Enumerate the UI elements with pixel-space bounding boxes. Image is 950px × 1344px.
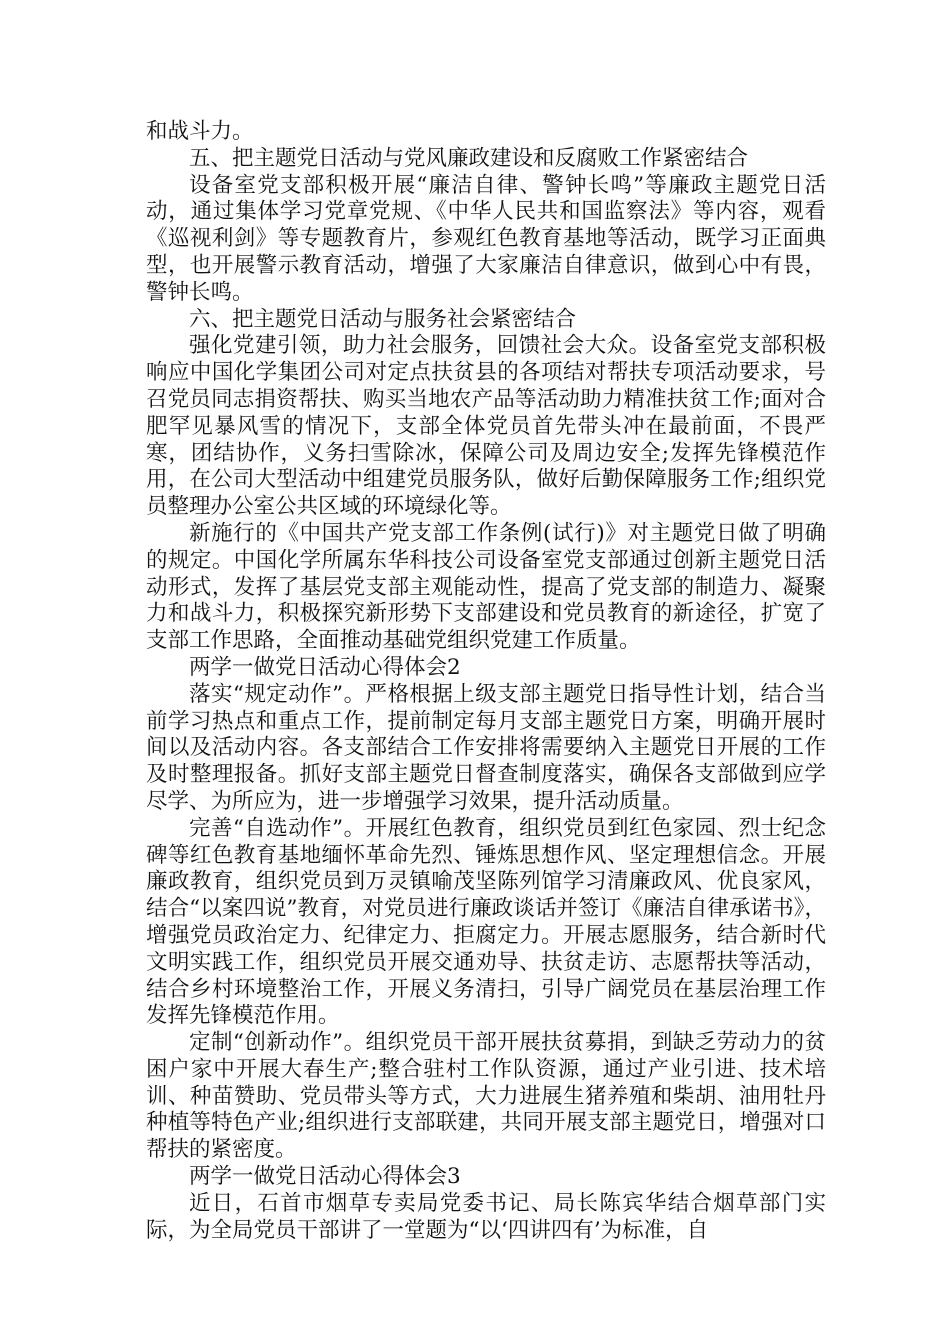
paragraph: 完善“自选动作”。开展红色教育，组织党员到红色家园、烈士纪念碑等红色教育基地缅怀革命先烈、锤炼思想作风、坚定理想信念。开展廉政教育，组织党员到万灵镇喻茂坚陈列馆学习清廉政风、优良家风，结合“以案四说”教育，对党员进行廉政谈话并签订《廉洁自律承诺书》，增强党员政治定力、纪律定力、拒腐定力。开展志愿服务，结合新时代文明实践工作，组织党员开展交通劝导、扶贫走访、志愿帮扶等活动，结合乡村环境整治工作，开展义务清扫，引导广阔党员在基层治理工作发挥先锋模范作用。 — [146, 815, 826, 1029]
paragraph: 落实“规定动作”。严格根据上级支部主题党日指导性计划，结合当前学习热点和重点工作，提前制定每月支部主题党日方案，明确开展时间以及活动内容。各支部结合工作安排将需要纳入主题党日开展的工作及时整理报备。抓好支部主题党日督查制度落实，确保各支部做到应学尽学、为所应为，进一步增强学习效果，提升活动质量。 — [146, 681, 826, 814]
paragraph-continuation: 和战斗力。 — [146, 119, 254, 144]
paragraph: 设备室党支部积极开展“廉洁自律、警钟长鸣”等廉政主题党日活动，通过集体学习党章党规、《中华人民共和国监察法》等内容，观看《巡视利剑》等专题教育片，参观红色教育基地等活动，既学习正面典型，也开展警示教育活动，增强了大家廉洁自律意识，做到心中有畏，警钟长鸣。 — [146, 172, 826, 305]
document-page — [146, 119, 826, 1244]
paragraph: 新施行的《中国共产党支部工作条例(试行)》对主题党日做了明确的规定。中国化学所属东华科技公司设备室党支部通过创新主题党日活动形式，发挥了基层党支部主观能动性，提高了党支部的制造力、凝聚力和战斗力，积极探究新形势下支部建设和党员教育的新途径，扩宽了支部工作思路，全面推动基础党组织党建工作质量。 — [146, 520, 826, 654]
paragraph: 强化党建引领，助力社会服务，回馈社会大众。设备室党支部积极响应中国化学集团公司对定点扶贫县的各项结对帮扶专项活动要求，号召党员同志捐资帮扶、购买当地农产品等活动助力精准扶贫工作;面对合肥罕见暴风雪的情况下，支部全体党员首先带头冲在最前面，不畏严寒，团结协作，义务扫雪除冰，保障公司及周边安全;发挥先锋模范作用，在公司大型活动中组建党员服务队，做好后勤保障服务工作;组织党员整理办公室公共区域的环境绿化等。 — [146, 333, 826, 520]
paragraph: 定制“创新动作”。组织党员干部开展扶贫募捐，到缺乏劳动力的贫困户家中开展大春生产;整合驻村工作队资源，通过产业引进、技术培训、种苗赞助、党员带头等方式，大力进展生猪养殖和柴胡、油用牡丹种植等特色产业;组织进行支部联建，共同开展支部主题党日，增强对口帮扶的紧密度。 — [146, 1030, 826, 1163]
article-heading-2: 两学一做党日活动心得体会2 — [189, 654, 461, 680]
section-heading-6: 六、把主题党日活动与服务社会紧密结合 — [189, 306, 577, 332]
paragraph: 近日，石首市烟草专卖局党委书记、局长陈宾华结合烟草部门实际，为全局党员干部讲了一堂题为“以‘四讲四有’为标准，自 — [146, 1190, 826, 1243]
article-heading-3: 两学一做党日活动心得体会3 — [189, 1164, 461, 1190]
section-heading-5: 五、把主题党日活动与党风廉政建设和反腐败工作紧密结合 — [189, 145, 749, 171]
